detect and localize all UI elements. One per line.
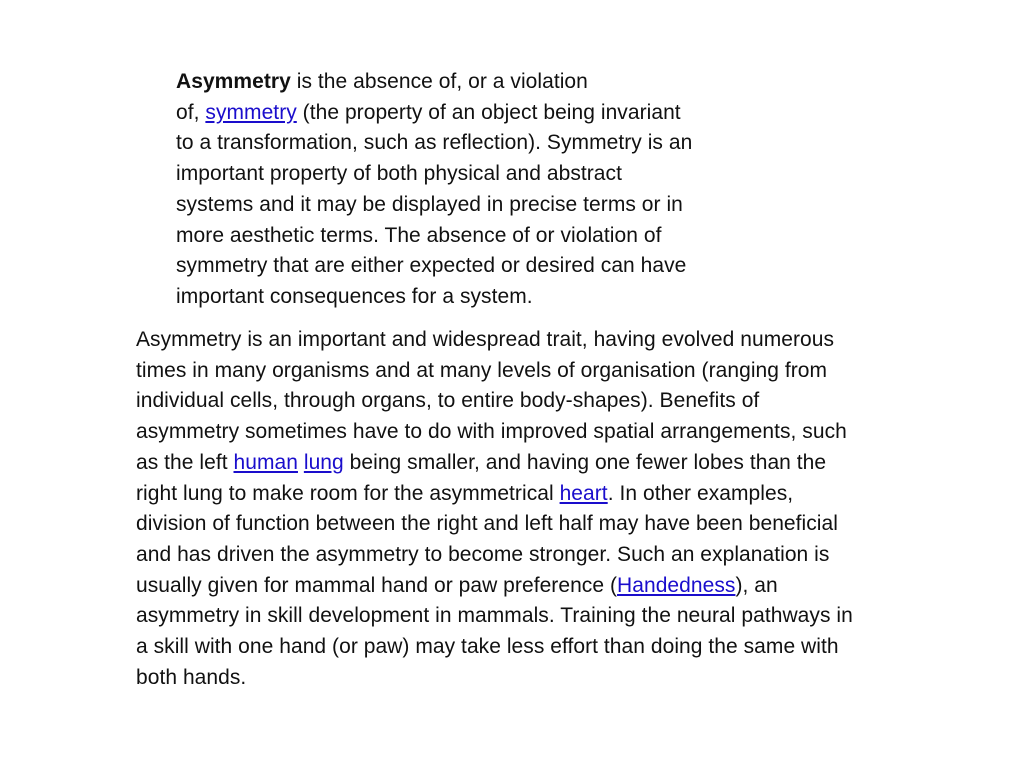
text-run: . In other examples, bbox=[607, 481, 794, 505]
text-run: times in many organisms and at many levels of organisation (ranging from bbox=[136, 358, 828, 382]
text-run: both hands. bbox=[136, 665, 247, 689]
text-run: individual cells, through organs, to entire body-shapes). Benefits of bbox=[136, 389, 760, 413]
text-run: right lung to make room for the asymmetrical bbox=[136, 481, 560, 505]
intro-paragraph bbox=[176, 67, 776, 313]
body-paragraph bbox=[136, 325, 956, 693]
link-symmetry[interactable]: symmetry bbox=[205, 100, 297, 124]
text-run: symmetry that are either expected or desired can have bbox=[176, 254, 687, 278]
text-run: important property of both physical and abstract bbox=[176, 162, 622, 186]
text-run: is the absence of, or a violation bbox=[290, 70, 588, 93]
text-run: usually given for mammal hand or paw preference ( bbox=[136, 573, 618, 597]
text-run: important consequences for a system. bbox=[176, 284, 533, 308]
text-run: division of function between the right and left half may have been beneficial bbox=[136, 512, 838, 536]
link-heart[interactable]: heart bbox=[559, 481, 608, 505]
text-run: being smaller, and having one fewer lobes than the bbox=[343, 450, 827, 474]
text-run: as the left bbox=[136, 450, 234, 474]
text-run: asymmetry in skill development in mammals. Training the neural pathways in bbox=[136, 604, 853, 628]
link-lung[interactable]: lung bbox=[303, 450, 344, 474]
link-handedness[interactable]: Handedness bbox=[617, 573, 736, 597]
text-run: to a transformation, such as reflection). Symmetry is an bbox=[176, 131, 693, 155]
term-asymmetry: Asymmetry bbox=[176, 70, 291, 93]
text-run: more aesthetic terms. The absence of or violation of bbox=[176, 223, 662, 247]
text-run: (the property of an object being invariant bbox=[296, 100, 681, 124]
text-run: asymmetry sometimes have to do with improved spatial arrangements, such bbox=[136, 420, 847, 444]
text-run: a skill with one hand (or paw) may take less effort than doing the same with bbox=[136, 635, 839, 659]
text-run: systems and it may be displayed in precise terms or in bbox=[176, 192, 683, 216]
text-run: of, bbox=[176, 100, 206, 124]
text-run: and has driven the asymmetry to become stronger. Such an explanation is bbox=[136, 542, 830, 566]
text-run: Asymmetry is an important and widespread trait, having evolved numerous bbox=[136, 328, 835, 351]
text-run: ), an bbox=[735, 573, 778, 597]
link-human[interactable]: human bbox=[233, 450, 298, 474]
